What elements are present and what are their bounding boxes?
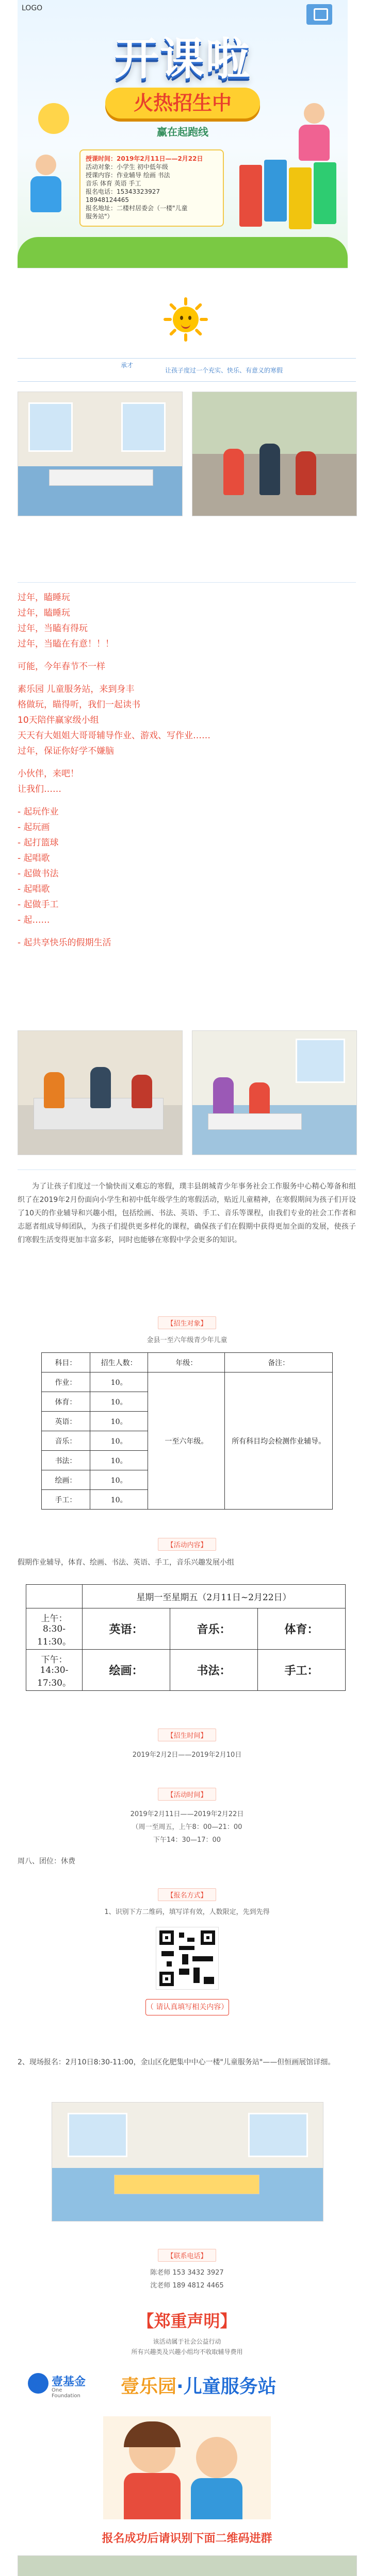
info-line: 授课时间：2019年2月11日——2月22日 [86,155,203,162]
subject-table [41,1352,333,1510]
divider [18,358,356,359]
promo-line: 过年，当瞌在有意！！！ [18,639,114,649]
service-station-photo [52,2102,323,2222]
promo-line: - 起唱歌 [18,853,50,863]
table-cell: 音乐： [170,1608,258,1650]
contact-line: 沈老师 189 4812 4465 [150,2282,224,2290]
table-cell: 英语： [42,1412,90,1431]
kids-classroom-photo [192,1030,357,1155]
signup-step-2: 2、现场报名：2月10日8:30-11:00，金山区化肥集中中心一楼"儿童服务站"——但恒画展馆详细。 [18,2058,335,2066]
table-cell: 10。 [90,1372,148,1392]
time-range: 8:30-11:30。 [37,1623,71,1647]
classroom-photo [18,392,183,516]
promo-line: 过年，当瞌有得玩 [18,623,88,634]
signup-note-banner: （ 请认真填写相关内容） [145,1999,229,2015]
table-cell: 作业： [42,1372,90,1392]
promo-line: 10天陪伴赢家级小组 [18,715,99,725]
section-label-object [0,1316,374,1329]
object-description: 金县一至六年级青少年儿童 [147,1336,227,1344]
schedule-table [26,1584,346,1691]
table-cell: 体育： [258,1608,346,1650]
table-cell [26,1650,83,1691]
smiling-sun-icon [162,296,209,343]
promo-line: 让我们…… [18,784,61,794]
intro-paragraph: 为了让孩子们度过一个愉快而又难忘的寒假，璞丰县朗城青少年事务社会工作服务中心精心筹备和组织了在2019年2月份面向小学生和初中低年级学生的寒假活动，贴近儿童精神，在寒假期间为孩子们开设了10天的作业辅导和兴趣小组，包括绘画、书法、英语、手工、音乐等课程，由我们专业的社会工作者和志愿者组成导师团队，为孩子们提供更多样化的课程，确保孩子们在假期中获得更加全面的发展，使孩子们寒假生活变得更加丰富多彩，同时也能够在寒假中学会更多的知识。 [18,1182,356,1244]
table-cell: 10。 [90,1451,148,1470]
one-foundation-sub: One Foundation [52,2387,80,2399]
poster-title: 开课啦 [115,33,251,85]
address-right: 让孩子度过一个充实、快乐、有意义的寒假 [165,367,283,374]
table-cell: 书法： [42,1451,90,1470]
signup-qr-code[interactable] [156,1927,219,1990]
period-line: 下午14：30—17：00 [153,1836,221,1844]
table-cell: 10。 [90,1412,148,1431]
outdoor-activity-photo [192,392,357,516]
promo-line: 天天有大姐姐大哥哥辅导作业、游戏、写作业…… [18,731,210,741]
kids-studying-photo [18,1030,183,1155]
table-cell: 手工： [258,1650,346,1691]
table-cell: 10。 [90,1392,148,1412]
group-photo [18,2555,357,2576]
table-header [26,1585,83,1608]
declaration-title: 【郑重声明】 [137,2311,237,2331]
one-foundation-name: 壹基金 [52,2376,86,2388]
promo-line: - 起做书法 [18,869,59,879]
promo-line: 素乐园 儿童服务站，来到身丰 [18,684,135,694]
period-line: 2019年2月11日——2019年2月22日 [130,1810,244,1818]
promo-line: - 起唱歌 [18,884,50,894]
section-label-text: 【联系电话】 [158,2249,216,2262]
declaration-line: 该活动属于社会公益行动 [153,2338,221,2345]
table-cell: 绘画： [83,1650,170,1691]
table-cell: 所有科目均会检测作业辅导。 [225,1372,333,1510]
section-label-contact [0,2249,374,2262]
promo-line: 小伙伴，来吧！ [18,769,79,779]
table-cell: 一至六年级。 [148,1372,225,1510]
table-cell: 10。 [90,1431,148,1451]
poster-sun-icon [38,103,69,134]
info-line: 活动对象：小学生 初中低年级 [86,163,168,171]
table-header: 年级： [148,1353,225,1372]
info-line: 授课内容：作业辅导 绘画 书法 [86,172,170,179]
table-cell [26,1608,83,1650]
content-description: 假期作业辅导，体育、绘画、书法、英语、手工，音乐兴趣发展小组 [18,1558,234,1567]
partner-slogan [121,2372,277,2398]
partner-slogan-b: ·儿童服务站 [176,2376,277,2397]
recruit-time: 2019年2月2日——2019年2月10日 [132,1751,242,1759]
table-cell: 10。 [90,1490,148,1510]
table-cell: 10。 [90,1470,148,1490]
promo-line: - 起做手工 [18,900,59,910]
table-cell: 绘画： [42,1470,90,1490]
promo-line: 过年，瞌睡玩 [18,592,70,603]
promo-line: 格做玩，瞄得听，我们一起读书 [18,700,140,710]
table-cell: 音乐： [42,1431,90,1451]
time-label: 下午： [41,1654,68,1665]
section-label-text: 【活动时间】 [158,1788,216,1801]
promo-text-block [18,590,356,951]
table-cell: 体育： [42,1392,90,1412]
time-range: 14:30-17:30。 [37,1665,71,1688]
table-header: 科目： [42,1353,90,1372]
promo-line: - 起玩画 [18,822,50,833]
partner-banner [18,2365,356,2406]
address-left: 承才 [121,362,134,369]
section-label-text: 【报名方式】 [158,1888,216,1901]
table-cell: 手工： [42,1490,90,1510]
join-group-notice: 报名成功后请识别下面二维码进群 [102,2532,272,2545]
promo-line: - 起玩作业 [18,807,59,817]
recruitment-poster [18,0,348,268]
promo-line: 过年，保证你好学不嫌脑 [18,746,114,756]
section-label-content [0,1538,374,1551]
one-foundation-logo [28,2370,90,2401]
section-label-time [0,1728,374,1741]
promo-line: - 起打篮球 [18,838,59,848]
divider [18,381,356,382]
info-line: 服务站"） [86,213,113,220]
table-cell: 书法： [170,1650,258,1691]
section-label-text: 【招生时间】 [158,1728,216,1741]
section-label-text: 【活动内容】 [158,1538,216,1551]
info-line: 报名地址：二楼村居委会（一楼"儿童 [86,205,188,212]
contact-line: 陈老师 153 3432 3927 [150,2269,224,2277]
table-header: 星期一至星期五（2月11日~2月22日） [83,1585,346,1608]
partner-slogan-a: 壹乐园 [121,2376,177,2397]
table-header: 招生人数： [90,1353,148,1372]
cartoon-kids-illustration [103,2416,271,2519]
grass-illustration [18,237,348,268]
info-line: 音乐 体育 英语 手工 [86,180,141,187]
table-cell: 英语： [83,1608,170,1650]
books-illustration [234,155,337,232]
declaration-line: 所有兴趣类及兴趣小组均不收取辅导费用 [131,2348,243,2355]
section-label-period [0,1788,374,1801]
table-header: 备注： [225,1353,333,1372]
divider [18,582,356,583]
promo-line: 过年，瞌睡玩 [18,608,70,618]
time-label: 上午： [41,1613,68,1624]
promo-line: - 起共享快乐的假期生活 [18,938,111,948]
poster-banner-text: 火热招生中 [133,92,232,114]
fee-text: 周八、团位：休费 [18,1857,75,1866]
signup-step-1: 1、识别下方二维码，填写详有效，人数限定，先到先得 [104,1908,270,1916]
poster-subtitle: 赢在起跑线 [157,126,208,138]
info-line: 报名电话：15343323927 [86,188,160,195]
info-line: 18948124465 [86,196,129,204]
logo-text: LOGO [22,4,43,12]
promo-line: - 起…… [18,915,50,925]
poster-banner [105,88,260,118]
section-label-text: 【招生对象】 [158,1316,216,1329]
poster-info-box [79,149,224,227]
brand-badge-icon [306,4,332,25]
promo-line: 可能，今年春节不一样 [18,662,105,672]
kid-illustration-left [28,155,64,216]
period-line: （周一至周五，上午8：00—21：00 [132,1823,242,1831]
section-label-signup [0,1888,374,1901]
